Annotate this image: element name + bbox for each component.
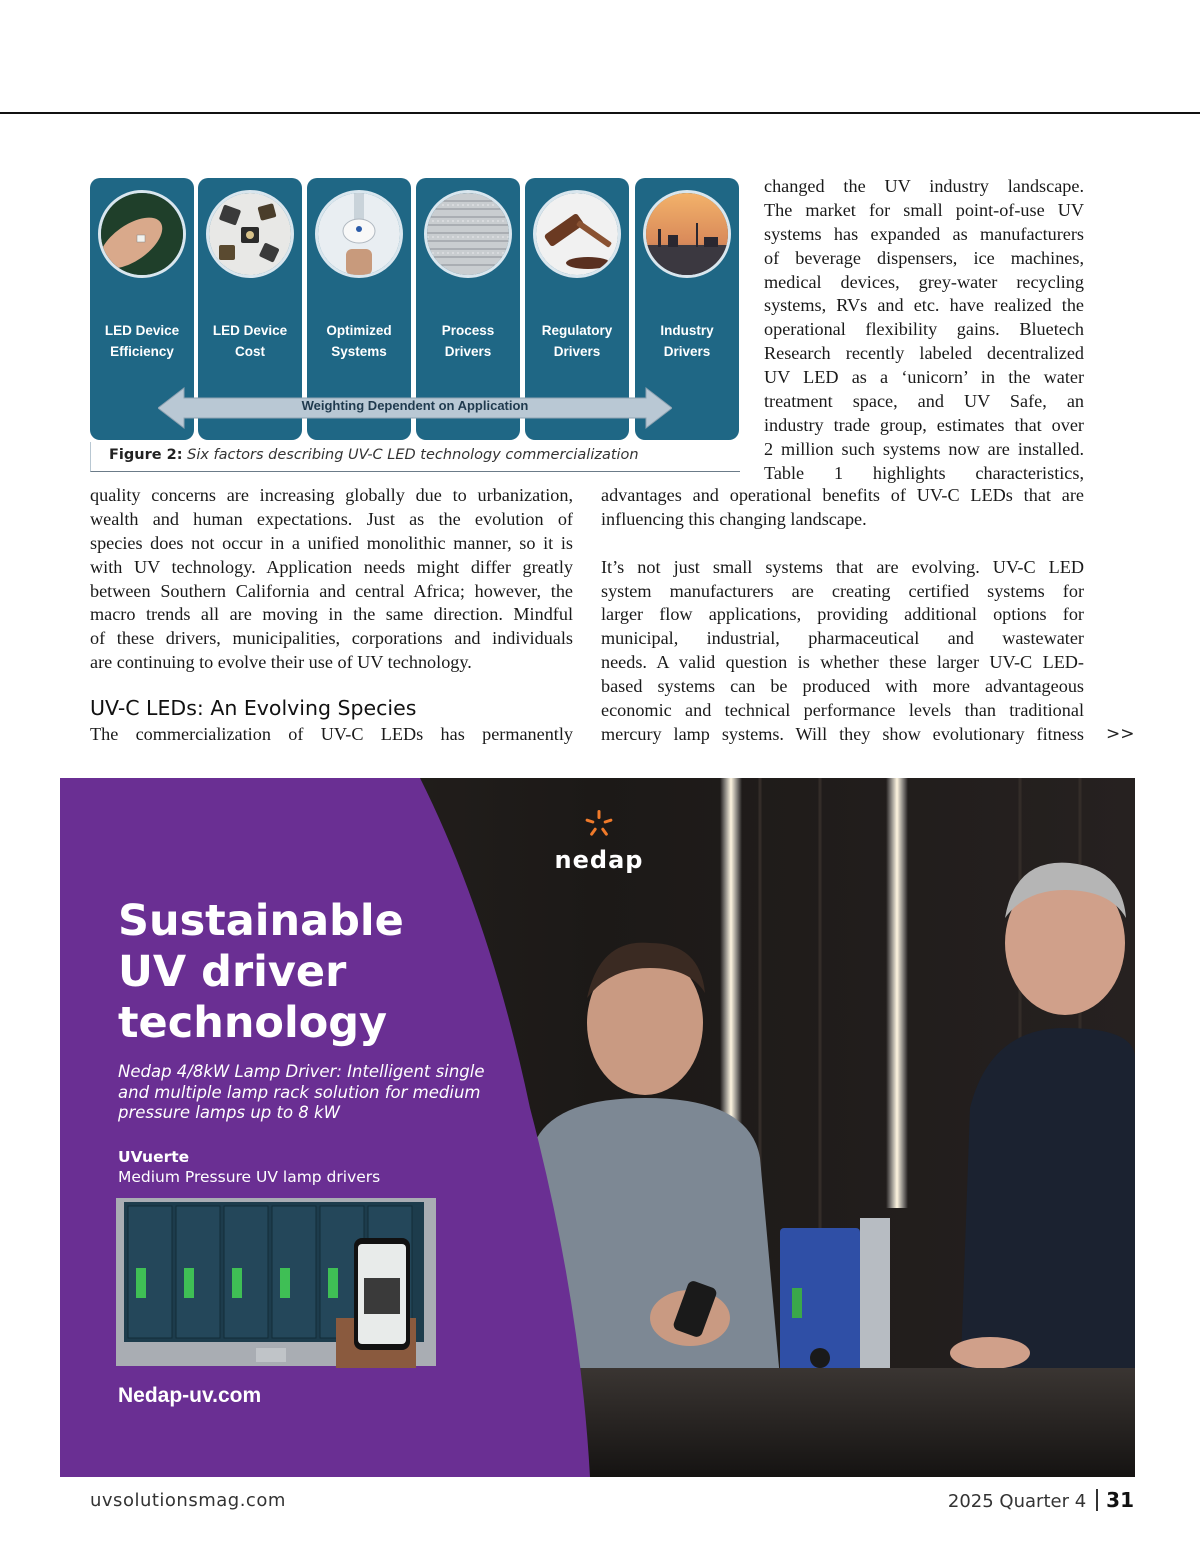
text-line: influencing this changing landscape.	[601, 508, 867, 529]
continue-arrow[interactable]: >>	[1106, 724, 1135, 744]
text-line: needs. A valid question is whether these larger UV-C LED-	[601, 652, 1084, 673]
gavel-image	[533, 190, 621, 278]
brand-name: nedap	[554, 846, 644, 874]
panel-label-line1: Optimized	[326, 323, 392, 338]
fingertip-led-image	[98, 190, 186, 278]
ad-headline	[118, 896, 404, 1049]
sub-line: pressure lamps up to 8 kW	[118, 1103, 340, 1122]
text-line: Research recently labeled decentralized	[764, 343, 1084, 364]
panel-label-line2: Drivers	[663, 344, 711, 359]
text-line: systems, RVs and etc. have realized the	[764, 295, 1084, 316]
figure-2	[88, 176, 740, 472]
headline-line: UV driver	[118, 947, 347, 997]
panel-label-line1: Industry	[660, 323, 714, 338]
figure-caption-box	[90, 442, 740, 472]
product-description: Medium Pressure UV lamp drivers	[118, 1168, 381, 1186]
text-line: municipal, industrial, pharmaceutical and wastewater	[601, 628, 1084, 649]
panel-label-line2: Systems	[331, 344, 387, 359]
text-line: Table 1 highlights characteristics,	[764, 462, 1084, 483]
article-right-column	[601, 484, 1084, 747]
page-number: 31	[1106, 1488, 1134, 1512]
text-line: The commercialization of UV-C LEDs has permanently	[90, 724, 573, 744]
section-heading: UV-C LEDs: An Evolving Species	[90, 696, 417, 720]
uv-device-image	[315, 190, 403, 278]
text-line: with UV technology. Application needs might differ greatly	[90, 556, 573, 577]
lamp-driver-rack-image	[116, 1198, 506, 1368]
panel-label-line2: Efficiency	[110, 344, 174, 359]
membrane-texture-image	[424, 190, 512, 278]
text-line: economic and technical performance levels than traditional	[601, 700, 1084, 721]
caption-text: Six factors describing UV-C LED technology commercialization	[187, 447, 639, 463]
caption-label: Figure 2:	[109, 447, 183, 463]
panel-label-line1: LED Device	[104, 323, 180, 338]
article-right-top	[764, 175, 1084, 486]
sub-line: and multiple lamp rack solution for medium	[118, 1082, 481, 1102]
panel-label-line2: Drivers	[553, 344, 601, 359]
text-line: larger flow applications, providing additional options for	[601, 604, 1084, 625]
text-line: macro trends all are moving in the same direction. Mindful	[90, 604, 573, 625]
text-line: operational flexibility gains. Bluetech	[764, 319, 1084, 340]
text-line: wealth and human expectations. Just as the evolution of	[90, 508, 573, 529]
panel-label-line1: Process	[441, 323, 495, 338]
text-line: quality concerns are increasing globally due to urbanization,	[90, 485, 573, 505]
text-line: species does not occur in a unified monolithic manner, so it is	[90, 532, 573, 553]
panel-label-line2: Drivers	[444, 344, 492, 359]
text-line: system manufacturers are creating certified systems for	[601, 580, 1084, 601]
industrial-sunset-image	[643, 190, 731, 278]
sub-line: Nedap 4/8kW Lamp Driver: Intelligent single	[118, 1062, 485, 1081]
text-line: treatment space, and UV Safe, an	[764, 391, 1084, 412]
figure-caption	[109, 447, 639, 463]
purple-panel	[60, 778, 1135, 1477]
article-section-start	[90, 723, 573, 747]
headline-line: Sustainable	[118, 896, 404, 946]
nedap-advertisement[interactable]	[60, 778, 1135, 1477]
text-line: are continuing to evolve their use of UV technology.	[90, 652, 472, 673]
text-line: of beverage dispensers, ice machines,	[764, 247, 1084, 268]
ad-url-link[interactable]: Nedap-uv.com	[118, 1384, 262, 1407]
footer-issue	[948, 1488, 1134, 1512]
text-line: It’s not just small systems that are evolving. UV-C LED	[601, 556, 1084, 577]
text-line: mercury lamp systems. Will they show evolutionary fitness	[601, 723, 1084, 744]
text-line: based systems can be produced with more advantageous	[601, 676, 1084, 697]
text-line: 2 million such systems now are installed.	[764, 438, 1084, 459]
panel-label-line2: Cost	[235, 344, 265, 359]
headline-line: technology	[118, 998, 388, 1048]
footer-site[interactable]: uvsolutionsmag.com	[90, 1490, 286, 1511]
footer-divider	[1096, 1489, 1098, 1511]
panel-label-line1: LED Device	[212, 323, 288, 338]
text-line: advantages and operational benefits of UV-C LEDs that are	[601, 485, 1084, 505]
text-line: changed the UV industry landscape.	[764, 176, 1084, 196]
text-line: medical devices, grey-water recycling	[764, 271, 1084, 292]
led-chips-image	[206, 190, 294, 278]
text-line: systems has expanded as manufacturers	[764, 223, 1084, 244]
arrow-label: Weighting Dependent on Application	[301, 398, 529, 413]
text-line: The market for small point-of-use UV	[764, 199, 1084, 220]
article-left-column	[90, 484, 573, 675]
paragraph-gap	[601, 532, 1084, 556]
text-line: industry trade group, estimates that over	[764, 414, 1084, 435]
text-line: UV LED as a ‘unicorn’ in the water	[764, 367, 1084, 388]
text-line: of these drivers, municipalities, corporations and individuals	[90, 628, 573, 649]
nedap-logo	[544, 808, 654, 878]
text-line: between Southern California and central Africa; however, the	[90, 580, 573, 601]
top-rule	[0, 112, 1200, 114]
star-icon	[583, 808, 615, 840]
panel-label-line1: Regulatory	[541, 323, 613, 338]
issue-label: 2025 Quarter 4	[947, 1491, 1087, 1512]
product-name: UVuerte	[118, 1148, 190, 1166]
ad-subheadline	[118, 1062, 484, 1124]
